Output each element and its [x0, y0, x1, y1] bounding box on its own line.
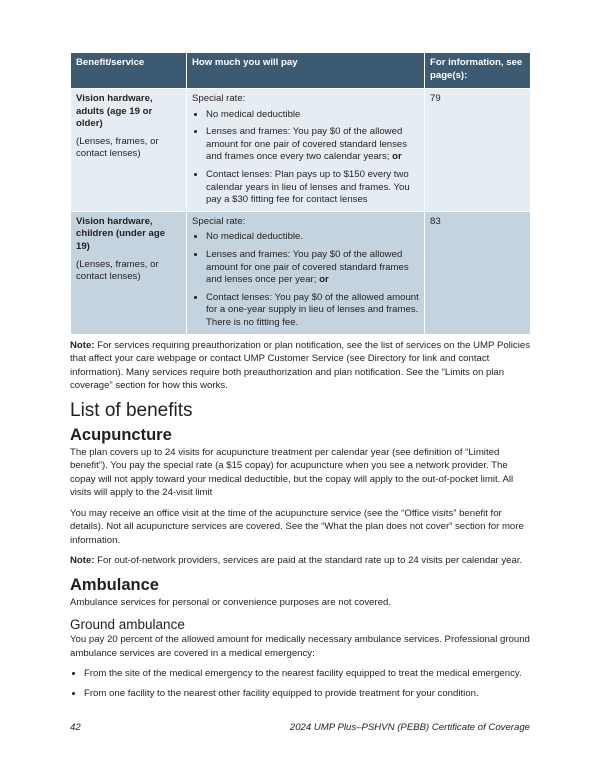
- acupuncture-paragraph-2: You may receive an office visit at the time of the acupuncture service (see the “Office visits” benefit for details). Not all acupuncture services are covered. See the “What the plan does not cover” section for more information.: [70, 507, 524, 546]
- note-text: For out-of-network providers, services are paid at the standard rate up to 24 visits per calendar year.: [94, 555, 523, 566]
- note-label: Note:: [70, 555, 95, 566]
- cost-text: Lenses and frames: You pay $0 of the allowed amount for one pair of covered standard frames and lenses once per year;: [206, 248, 409, 286]
- cost-conjunction: or: [319, 274, 329, 286]
- cost-cell: [187, 211, 425, 334]
- acupuncture-paragraph-1: The plan covers up to 24 visits for acupuncture treatment per calendar year (see definition of “Limited benefit”). You pay the special rate (a $15 copay) for acupuncture when you see a network provider. The copay will not apply toward your medical deductible, but the copay will apply to the out-of-pocket limit. All visits will apply to the 24-visit limit: [70, 446, 514, 498]
- acupuncture-note: [70, 554, 530, 568]
- benefits-table: [70, 52, 531, 335]
- service-cell: [71, 89, 187, 212]
- table-note: [70, 339, 530, 393]
- note-label: Note:: [70, 339, 95, 351]
- service-note: (Lenses, frames, or contact lenses): [76, 258, 159, 283]
- ambulance-paragraph-2: You pay 20 percent of the allowed amount for medically necessary ambulance services. Professional ground ambulance services are covered in a medical emergency:: [70, 634, 530, 659]
- cost-list: [192, 231, 419, 329]
- cost-text: No medical deductible.: [206, 231, 304, 243]
- rate-label: Special rate:: [192, 93, 246, 104]
- service-cell: [71, 211, 187, 334]
- service-note: (Lenses, frames, or contact lenses): [76, 135, 159, 160]
- cost-cell: [187, 89, 425, 212]
- list-item: [206, 126, 419, 164]
- rate-label: Special rate:: [192, 215, 246, 227]
- list-item: [206, 292, 419, 330]
- document-title: 2024 UMP Plus–PSHVN (PEBB) Certificate of Coverage: [289, 722, 530, 733]
- page-ref-cell: 79: [425, 89, 531, 212]
- list-of-benefits-heading: List of benefits: [70, 399, 193, 421]
- cost-text: No medical deductible: [206, 108, 301, 120]
- ambulance-list: [70, 667, 530, 700]
- page-footer: [70, 722, 530, 733]
- cost-text: Contact lenses: Plan pays up to $150 every two calendar years in lieu of lenses and frames. You pay a $30 fitting fee for contact lenses: [206, 168, 410, 206]
- page-content: [70, 52, 530, 706]
- list-item: • From the site of the medical emergency to the nearest facility equipped to treat the medical emergency.: [84, 667, 530, 681]
- page-ref-cell: 83: [425, 211, 531, 334]
- table-row: [71, 89, 531, 212]
- cost-text: Lenses and frames: You pay $0 of the allowed amount for one pair of covered standard lenses and frames once every two calendar years;: [206, 126, 408, 163]
- page-number: 42: [70, 722, 81, 733]
- cost-text: Contact lenses: You pay $0 of the allowed amount for a one-year supply in lieu of lenses and frames. There is no fitting fee.: [206, 291, 419, 328]
- cost-conjunction: or: [392, 151, 402, 163]
- ambulance-heading: Ambulance: [70, 575, 159, 594]
- table-row: [71, 211, 531, 334]
- header-see-pages: For information, see page(s):: [425, 53, 531, 89]
- service-title: Vision hardware, children (under age 19): [76, 215, 166, 252]
- ambulance-paragraph-1: Ambulance services for personal or convenience purposes are not covered.: [70, 596, 392, 608]
- cost-list: [192, 109, 419, 207]
- list-item: • From one facility to the nearest other facility equipped to provide treatment for your condition.: [84, 687, 530, 701]
- service-title: Vision hardware, adults (age 19 or older): [76, 93, 153, 130]
- header-how-much-you-pay: How much you will pay: [187, 53, 425, 89]
- list-item: [206, 231, 419, 244]
- list-item: [206, 249, 419, 287]
- header-benefit-service: Benefit/service: [71, 53, 187, 89]
- acupuncture-heading: Acupuncture: [70, 425, 172, 444]
- table-header-row: [71, 53, 531, 89]
- ground-ambulance-heading: Ground ambulance: [70, 617, 185, 632]
- list-item: [206, 169, 419, 207]
- note-text: For services requiring preauthorization or plan notification, see the list of services on the UMP Policies that affect your care webpage or contact UMP Customer Service (see Directory for link and contact information). Many services require both preauthorization and plan notification. See the “Limits on plan coverage” section for how this works.: [70, 339, 530, 391]
- list-item: [206, 109, 419, 122]
